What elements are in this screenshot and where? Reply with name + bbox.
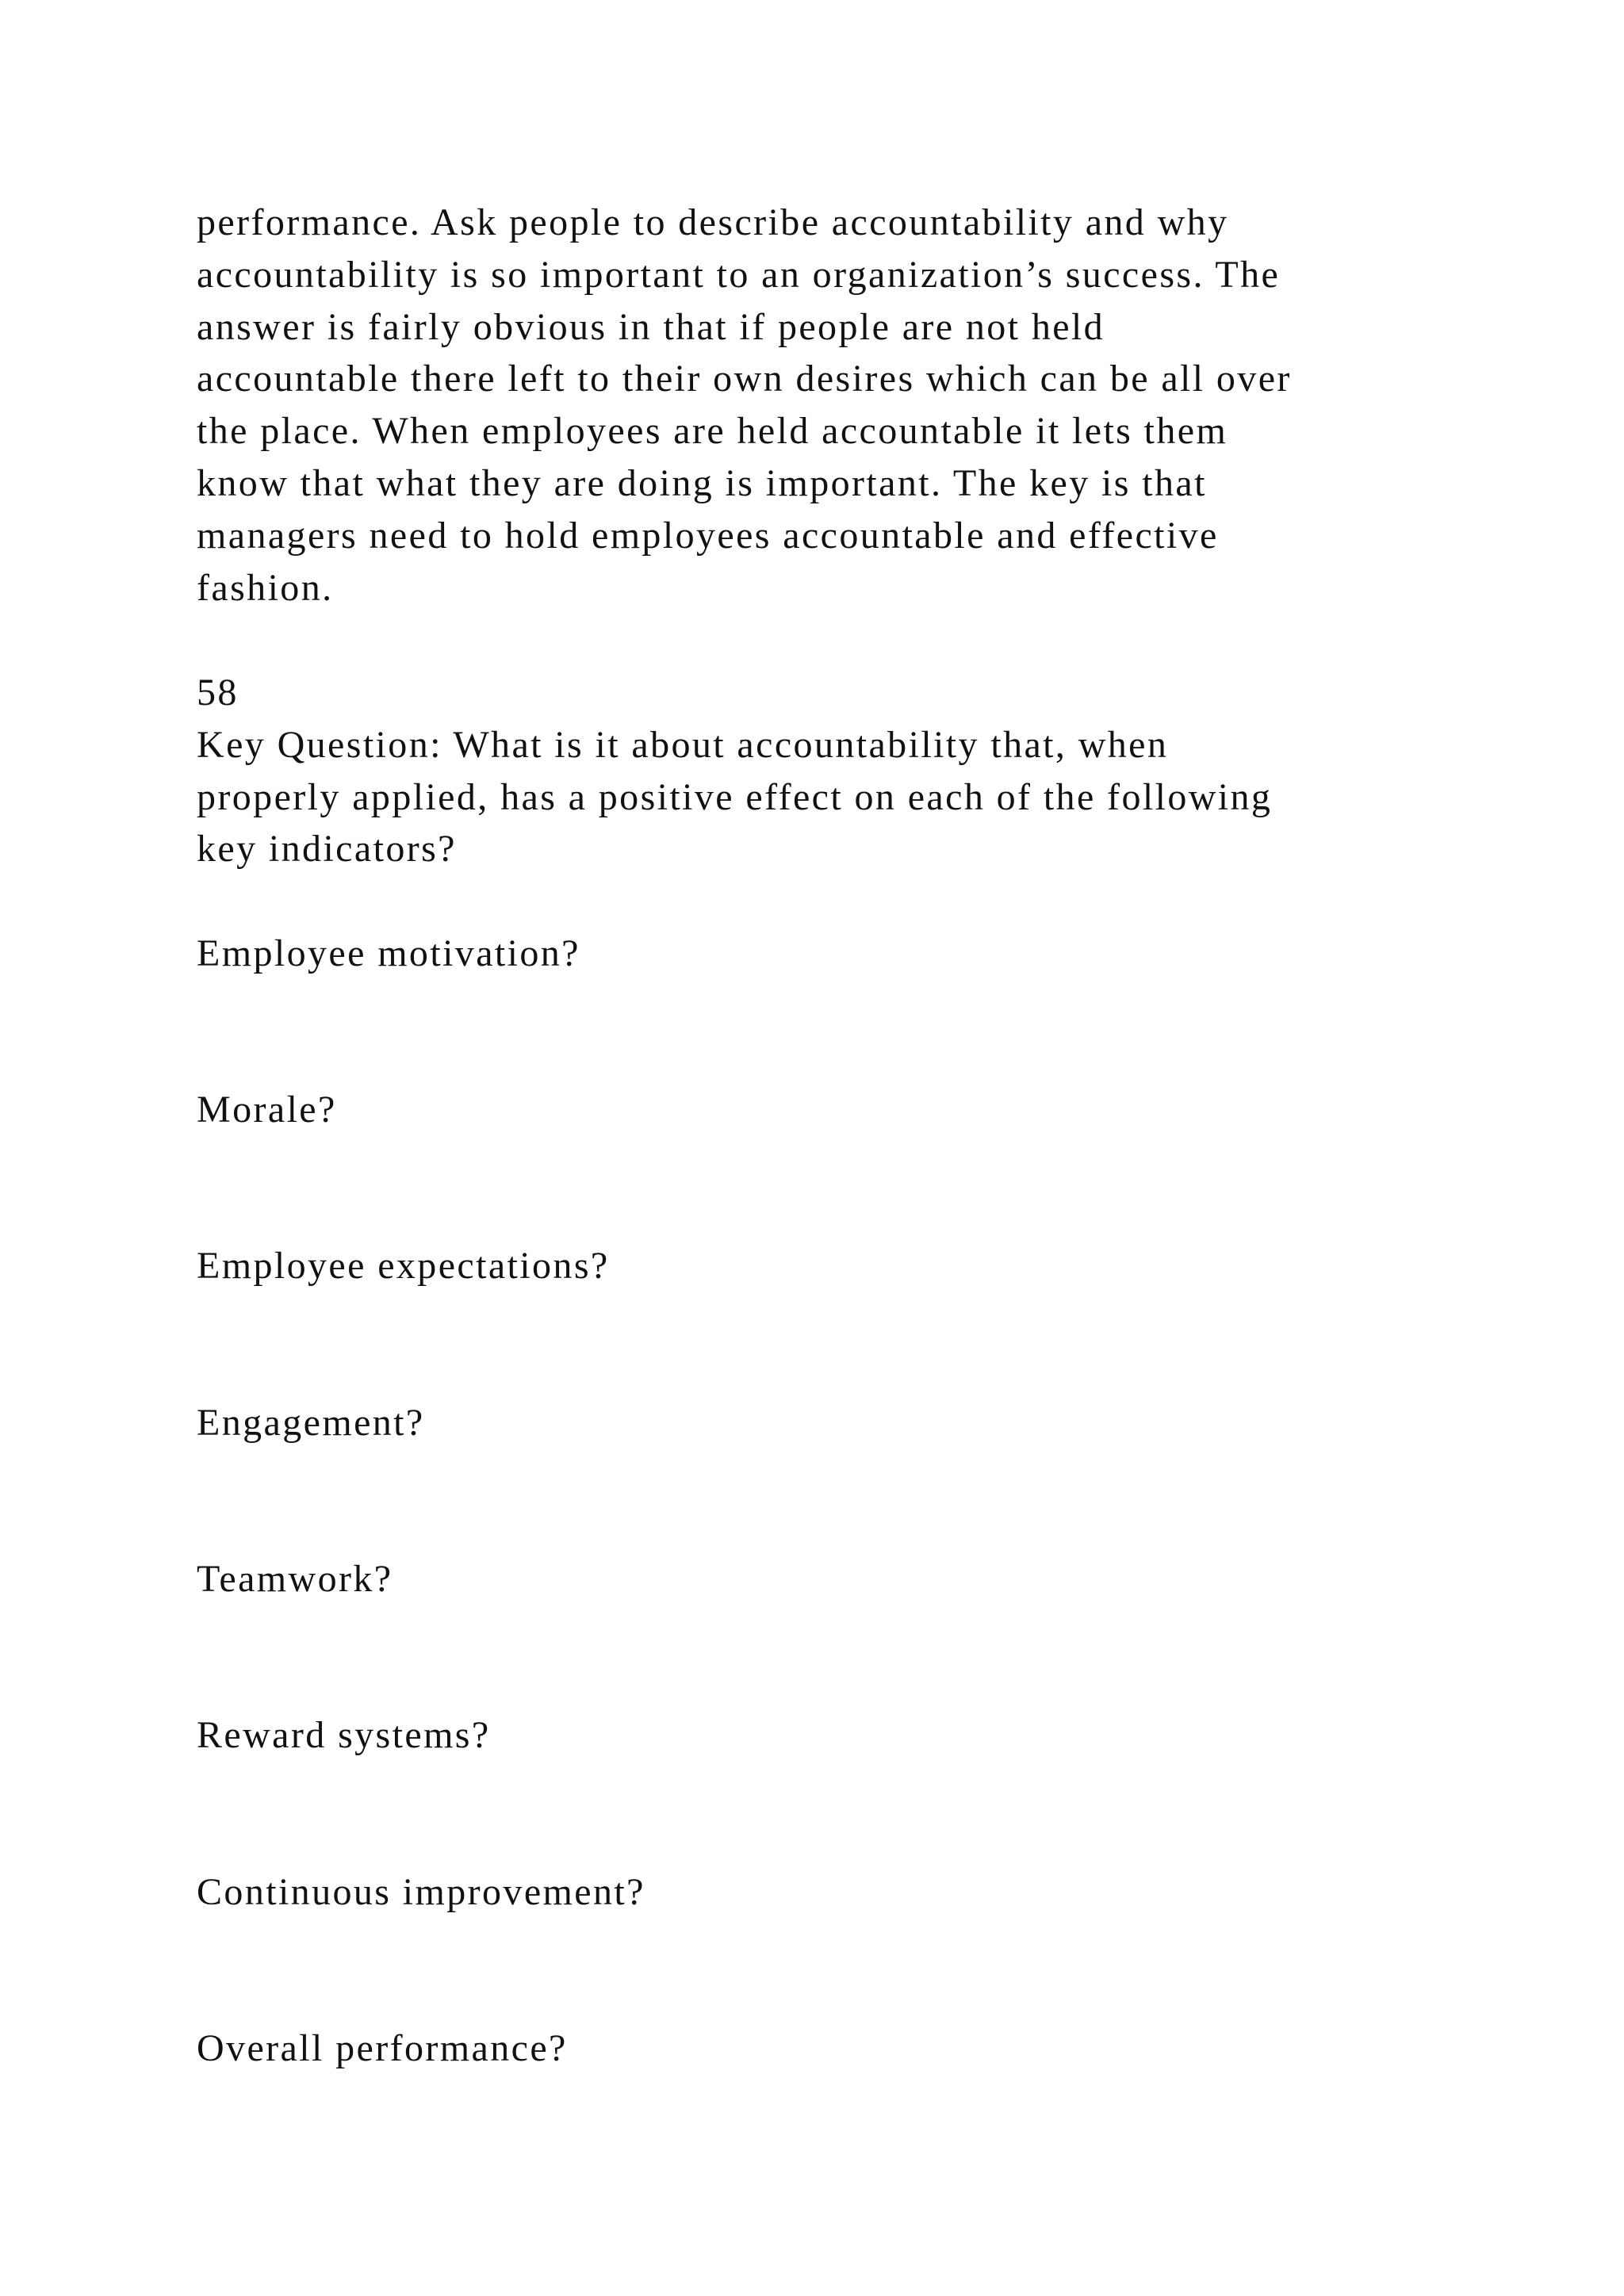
paragraph-line: know that what they are doing is important. The key is that [197,461,1207,504]
paragraph-line: performance. Ask people to describe accountability and why [197,201,1229,243]
indicator-employee-expectations: Employee expectations? [197,1245,610,1287]
key-question-line: properly applied, has a positive effect on each of the following [197,775,1273,818]
indicator-overall-performance: Overall performance? [197,2027,568,2069]
indicator-reward-systems: Reward systems? [197,1714,491,1756]
indicator-continuous-improvement: Continuous improvement? [197,1871,645,1913]
indicator-engagement: Engagement? [197,1402,425,1444]
key-question-line: key indicators? [197,828,457,871]
paragraph-line: managers need to hold employees accountable and effective [197,514,1219,557]
key-question-line: Key Question: What is it about accountability that, when [197,723,1169,766]
paragraph-line: fashion. [197,566,334,609]
indicator-employee-motivation: Employee motivation? [197,932,580,974]
key-question-block [197,667,1545,875]
indicator-morale: Morale? [197,1089,337,1131]
paragraph-line: accountability is so important to an organization’s success. The [197,253,1281,296]
intro-paragraph [197,197,1545,614]
paragraph-line: accountable there left to their own desires which can be all over [197,358,1292,400]
paragraph-line: the place. When employees are held accountable it lets them [197,410,1228,453]
paragraph-line: answer is fairly obvious in that if people are not held [197,305,1105,348]
indicator-teamwork: Teamwork? [197,1558,393,1600]
page-number: 58 [197,672,239,714]
